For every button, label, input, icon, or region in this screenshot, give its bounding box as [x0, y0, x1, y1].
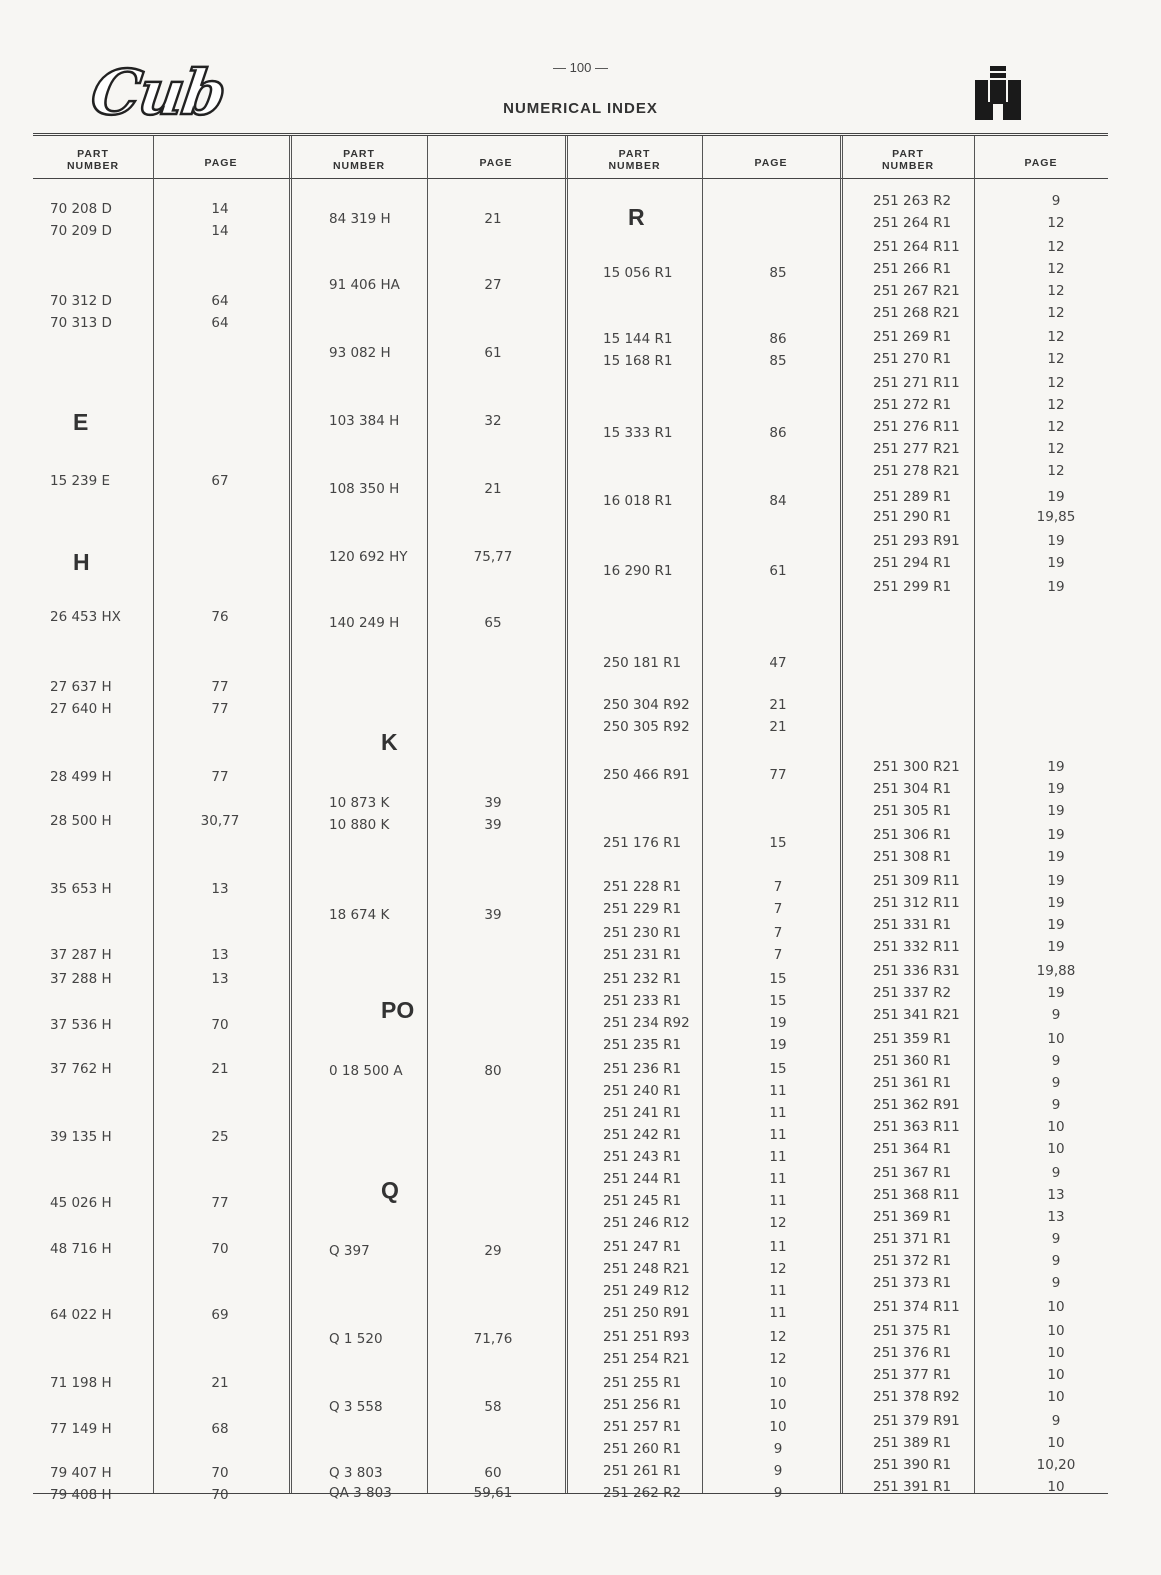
page-reference: 77 — [769, 767, 787, 783]
part-number: 251 289 R1 — [873, 489, 952, 505]
part-number: 251 228 R1 — [603, 879, 682, 895]
part-number: 251 263 R2 — [873, 193, 952, 209]
page-reference: 70 — [211, 1487, 229, 1503]
column-divider — [427, 136, 428, 1493]
page-reference: 19 — [1047, 759, 1065, 775]
page-reference: 21 — [211, 1061, 229, 1077]
part-number: 79 407 H — [50, 1465, 112, 1481]
part-number: 251 389 R1 — [873, 1435, 952, 1451]
page-reference: 10 — [769, 1397, 787, 1413]
page-reference: 70 — [211, 1465, 229, 1481]
header-page: PAGE — [754, 157, 788, 169]
page-reference: 10 — [1047, 1031, 1065, 1047]
part-number: 10 873 K — [329, 795, 390, 811]
page-reference: 86 — [769, 331, 787, 347]
page-reference: 15 — [769, 993, 787, 1009]
page-reference: 10 — [1047, 1141, 1065, 1157]
section-letter: PO — [381, 997, 415, 1023]
part-number: 35 653 H — [50, 881, 112, 897]
part-number: 251 248 R21 — [603, 1261, 690, 1277]
page-reference: 10 — [769, 1375, 787, 1391]
page-reference: 64 — [211, 315, 229, 331]
part-number: 28 499 H — [50, 769, 112, 785]
page-reference: 12 — [1047, 283, 1065, 299]
part-number: 251 376 R1 — [873, 1345, 952, 1361]
page-reference: 59,61 — [473, 1485, 513, 1501]
part-number: 18 674 K — [329, 907, 390, 923]
page-reference: 21 — [769, 697, 787, 713]
part-number: 250 466 R91 — [603, 767, 690, 783]
part-number: 251 379 R91 — [873, 1413, 960, 1429]
page-reference: 12 — [1047, 397, 1065, 413]
page-reference: 27 — [484, 277, 502, 293]
page-reference: 85 — [769, 353, 787, 369]
part-number: 140 249 H — [329, 615, 400, 631]
part-number: 251 364 R1 — [873, 1141, 952, 1157]
part-number: 37 288 H — [50, 971, 112, 987]
page-reference: 15 — [769, 1061, 787, 1077]
part-number: 251 373 R1 — [873, 1275, 952, 1291]
page-reference: 80 — [484, 1063, 502, 1079]
part-number: 251 374 R11 — [873, 1299, 960, 1315]
page-reference: 67 — [211, 473, 229, 489]
page-reference: 29 — [484, 1243, 502, 1259]
part-number: 251 264 R1 — [873, 215, 952, 231]
page-reference: 19,85 — [1036, 509, 1076, 525]
part-number: 251 247 R1 — [603, 1239, 682, 1255]
page-reference: 47 — [769, 655, 787, 671]
page-reference: 21 — [211, 1375, 229, 1391]
part-number: 251 270 R1 — [873, 351, 952, 367]
part-number: 251 299 R1 — [873, 579, 952, 595]
part-number: 48 716 H — [50, 1241, 112, 1257]
part-number: 251 359 R1 — [873, 1031, 952, 1047]
page-reference: 15 — [769, 835, 787, 851]
section-letter: Q — [381, 1177, 399, 1203]
column-divider — [153, 136, 154, 1493]
part-number: 251 264 R11 — [873, 239, 960, 255]
page-reference: 9 — [773, 1441, 783, 1457]
part-number: 251 261 R1 — [603, 1463, 682, 1479]
ih-logo-icon — [975, 66, 1021, 120]
page-reference: 19 — [1047, 489, 1065, 505]
part-number: 251 257 R1 — [603, 1419, 682, 1435]
header-part-number: PART NUMBER — [66, 148, 120, 172]
part-number: 91 406 HA — [329, 277, 400, 293]
page-reference: 12 — [1047, 305, 1065, 321]
part-number: 251 268 R21 — [873, 305, 960, 321]
part-number: 0 18 500 A — [329, 1063, 403, 1079]
page-reference: 9 — [1051, 1007, 1061, 1023]
part-number: 251 269 R1 — [873, 329, 952, 345]
header-part-number: PART NUMBER — [332, 148, 386, 172]
page-reference: 14 — [211, 201, 229, 217]
part-number: 251 369 R1 — [873, 1209, 952, 1225]
page-reference: 19 — [1047, 873, 1065, 889]
section-letter: K — [381, 729, 398, 755]
page-title: NUMERICAL INDEX — [503, 100, 658, 117]
page-reference: 13 — [211, 971, 229, 987]
part-number: 251 245 R1 — [603, 1193, 682, 1209]
part-number: 39 135 H — [50, 1129, 112, 1145]
page-reference: 32 — [484, 413, 502, 429]
page-reference: 58 — [484, 1399, 502, 1415]
page-reference: 21 — [484, 481, 502, 497]
page-reference: 19 — [1047, 985, 1065, 1001]
page-reference: 7 — [773, 925, 783, 941]
part-number: 251 367 R1 — [873, 1165, 952, 1181]
page-reference: 10,20 — [1036, 1457, 1076, 1473]
part-number: 251 262 R2 — [603, 1485, 682, 1501]
page-reference: 9 — [1051, 193, 1061, 209]
part-number: 251 336 R31 — [873, 963, 960, 979]
page-reference: 10 — [1047, 1299, 1065, 1315]
part-number: 84 319 H — [329, 211, 391, 227]
page-reference: 15 — [769, 971, 787, 987]
page-reference: 30,77 — [200, 813, 240, 829]
page-reference: 39 — [484, 795, 502, 811]
page-reference: 19 — [1047, 555, 1065, 571]
page-reference: 71,76 — [473, 1331, 513, 1347]
header-page: PAGE — [479, 157, 513, 169]
part-number: 251 267 R21 — [873, 283, 960, 299]
column-divider — [565, 136, 568, 1493]
part-number: 251 300 R21 — [873, 759, 960, 775]
part-number: 16 018 R1 — [603, 493, 673, 509]
page-reference: 11 — [769, 1149, 787, 1165]
part-number: 71 198 H — [50, 1375, 112, 1391]
column-divider — [974, 136, 975, 1493]
part-number: Q 397 — [329, 1243, 370, 1259]
part-number: 251 254 R21 — [603, 1351, 690, 1367]
page-reference: 69 — [211, 1307, 229, 1323]
page-reference: 19 — [1047, 781, 1065, 797]
part-number: 251 235 R1 — [603, 1037, 682, 1053]
page-reference: 19 — [1047, 849, 1065, 865]
part-number: 251 375 R1 — [873, 1323, 952, 1339]
page-reference: 39 — [484, 817, 502, 833]
page-reference: 10 — [1047, 1119, 1065, 1135]
part-number: 251 305 R1 — [873, 803, 952, 819]
part-number: 251 232 R1 — [603, 971, 682, 987]
part-number: 251 271 R11 — [873, 375, 960, 391]
part-number: 37 287 H — [50, 947, 112, 963]
part-number: 251 250 R91 — [603, 1305, 690, 1321]
page-reference: 19 — [769, 1015, 787, 1031]
header-part-number: PART NUMBER — [608, 148, 661, 172]
part-number: 64 022 H — [50, 1307, 112, 1323]
part-number: 251 306 R1 — [873, 827, 952, 843]
part-number: 251 260 R1 — [603, 1441, 682, 1457]
section-letter: R — [628, 204, 645, 230]
page-number: — 100 — — [553, 60, 608, 75]
part-number: 251 249 R12 — [603, 1283, 690, 1299]
part-number: 251 231 R1 — [603, 947, 682, 963]
page-reference: 9 — [1051, 1075, 1061, 1091]
part-number: 251 234 R92 — [603, 1015, 690, 1031]
page-reference: 60 — [484, 1465, 502, 1481]
part-number: 45 026 H — [50, 1195, 112, 1211]
part-number: 251 361 R1 — [873, 1075, 952, 1091]
page-reference: 75,77 — [473, 549, 513, 565]
page-reference: 77 — [211, 769, 229, 785]
page-reference: 9 — [1051, 1275, 1061, 1291]
part-number: 108 350 H — [329, 481, 400, 497]
header-page: PAGE — [204, 157, 238, 169]
part-number: 251 243 R1 — [603, 1149, 682, 1165]
part-number: 251 391 R1 — [873, 1479, 952, 1495]
page-reference: 12 — [769, 1261, 787, 1277]
part-number: 251 256 R1 — [603, 1397, 682, 1413]
part-number: Q 1 520 — [329, 1331, 383, 1347]
page-reference: 19 — [1047, 917, 1065, 933]
page-reference: 85 — [769, 265, 787, 281]
column-divider — [702, 136, 703, 1493]
page-reference: 21 — [769, 719, 787, 735]
page-reference: 9 — [1051, 1253, 1061, 1269]
part-number: 251 360 R1 — [873, 1053, 952, 1069]
page-reference: 7 — [773, 947, 783, 963]
page-reference: 25 — [211, 1129, 229, 1145]
page-reference: 10 — [1047, 1345, 1065, 1361]
part-number: 37 536 H — [50, 1017, 112, 1033]
part-number: 251 244 R1 — [603, 1171, 682, 1187]
page-reference: 10 — [1047, 1367, 1065, 1383]
part-number: 37 762 H — [50, 1061, 112, 1077]
page-reference: 13 — [1047, 1209, 1065, 1225]
page-reference: 76 — [211, 609, 229, 625]
page-reference: 12 — [1047, 419, 1065, 435]
part-number: 251 240 R1 — [603, 1083, 682, 1099]
page-reference: 61 — [769, 563, 787, 579]
part-number: 251 276 R11 — [873, 419, 960, 435]
part-number: 26 453 HX — [50, 609, 121, 625]
page-reference: 61 — [484, 345, 502, 361]
part-number: 15 144 R1 — [603, 331, 673, 347]
part-number: 250 181 R1 — [603, 655, 682, 671]
part-number: 15 056 R1 — [603, 265, 673, 281]
page-reference: 7 — [773, 879, 783, 895]
part-number: 251 372 R1 — [873, 1253, 952, 1269]
page-reference: 84 — [769, 493, 787, 509]
part-number: 70 209 D — [50, 223, 112, 239]
page-reference: 64 — [211, 293, 229, 309]
page-reference: 10 — [1047, 1323, 1065, 1339]
page-reference: 9 — [1051, 1097, 1061, 1113]
page-reference: 13 — [1047, 1187, 1065, 1203]
part-number: 251 390 R1 — [873, 1457, 952, 1473]
page-reference: 10 — [1047, 1435, 1065, 1451]
part-number: 251 266 R1 — [873, 261, 952, 277]
page-reference: 14 — [211, 223, 229, 239]
part-number: 120 692 HY — [329, 549, 408, 565]
part-number: QA 3 803 — [329, 1485, 392, 1501]
page-reference: 9 — [773, 1463, 783, 1479]
page-reference: 19 — [1047, 939, 1065, 955]
part-number: 251 278 R21 — [873, 463, 960, 479]
part-number: 251 290 R1 — [873, 509, 952, 525]
page-reference: 70 — [211, 1241, 229, 1257]
page-reference: 70 — [211, 1017, 229, 1033]
part-number: 251 229 R1 — [603, 901, 682, 917]
part-number: 251 293 R91 — [873, 533, 960, 549]
header-part-number: PART NUMBER — [881, 148, 935, 172]
page-reference: 10 — [1047, 1479, 1065, 1495]
part-number: 16 290 R1 — [603, 563, 673, 579]
page-reference: 12 — [1047, 239, 1065, 255]
page-reference: 11 — [769, 1083, 787, 1099]
part-number: 27 640 H — [50, 701, 112, 717]
page-reference: 19 — [1047, 895, 1065, 911]
page-reference: 9 — [1051, 1231, 1061, 1247]
page-reference: 86 — [769, 425, 787, 441]
part-number: 10 880 K — [329, 817, 390, 833]
part-number: 15 239 E — [50, 473, 111, 489]
page-reference: 19 — [769, 1037, 787, 1053]
part-number: 251 371 R1 — [873, 1231, 952, 1247]
part-number: 251 246 R12 — [603, 1215, 690, 1231]
part-number: 251 230 R1 — [603, 925, 682, 941]
header-page: PAGE — [1024, 157, 1058, 169]
page-reference: 21 — [484, 211, 502, 227]
page-reference: 10 — [1047, 1389, 1065, 1405]
part-number: 251 272 R1 — [873, 397, 952, 413]
page-reference: 9 — [1051, 1165, 1061, 1181]
part-number: 251 337 R2 — [873, 985, 952, 1001]
part-number: 251 236 R1 — [603, 1061, 682, 1077]
part-number: 103 384 H — [329, 413, 400, 429]
page-reference: 12 — [1047, 375, 1065, 391]
page-reference: 19 — [1047, 803, 1065, 819]
page-reference: 12 — [1047, 215, 1065, 231]
page-reference: 12 — [1047, 329, 1065, 345]
page-reference: 19 — [1047, 579, 1065, 595]
part-number: 15 168 R1 — [603, 353, 673, 369]
page-reference: 11 — [769, 1171, 787, 1187]
part-number: 70 208 D — [50, 201, 112, 217]
page-reference: 77 — [211, 679, 229, 695]
page-reference: 11 — [769, 1305, 787, 1321]
page-reference: 77 — [211, 701, 229, 717]
page-reference: 12 — [1047, 351, 1065, 367]
part-number: 251 277 R21 — [873, 441, 960, 457]
part-number: Q 3 803 — [329, 1465, 383, 1481]
column-divider — [840, 136, 843, 1493]
page-reference: 9 — [1051, 1413, 1061, 1429]
page-reference: 11 — [769, 1105, 787, 1121]
part-number: 250 305 R92 — [603, 719, 690, 735]
page-reference: 12 — [1047, 441, 1065, 457]
header-divider — [33, 178, 1108, 179]
part-number: 77 149 H — [50, 1421, 112, 1437]
part-number: 27 637 H — [50, 679, 112, 695]
page-reference: 19,88 — [1036, 963, 1076, 979]
part-number: 251 294 R1 — [873, 555, 952, 571]
part-number: 251 332 R11 — [873, 939, 960, 955]
part-number: 251 312 R11 — [873, 895, 960, 911]
part-number: 251 331 R1 — [873, 917, 952, 933]
part-number: 251 378 R92 — [873, 1389, 960, 1405]
page-reference: 13 — [211, 881, 229, 897]
page-reference: 13 — [211, 947, 229, 963]
page-reference: 11 — [769, 1193, 787, 1209]
part-number: 250 304 R92 — [603, 697, 690, 713]
page-reference: 9 — [1051, 1053, 1061, 1069]
part-number: 251 309 R11 — [873, 873, 960, 889]
part-number: 15 333 R1 — [603, 425, 673, 441]
part-number: 251 363 R11 — [873, 1119, 960, 1135]
page-reference: 65 — [484, 615, 502, 631]
page-reference: 9 — [773, 1485, 783, 1501]
page-reference: 11 — [769, 1239, 787, 1255]
section-letter: H — [73, 549, 90, 575]
part-number: 251 242 R1 — [603, 1127, 682, 1143]
part-number: 251 304 R1 — [873, 781, 952, 797]
page-reference: 77 — [211, 1195, 229, 1211]
part-number: 251 241 R1 — [603, 1105, 682, 1121]
page-reference: 12 — [1047, 261, 1065, 277]
cub-logo: Cub — [86, 56, 229, 129]
part-number: 28 500 H — [50, 813, 112, 829]
part-number: 251 233 R1 — [603, 993, 682, 1009]
page-reference: 12 — [769, 1329, 787, 1345]
page-reference: 7 — [773, 901, 783, 917]
page-reference: 39 — [484, 907, 502, 923]
page-reference: 68 — [211, 1421, 229, 1437]
part-number: 251 308 R1 — [873, 849, 952, 865]
part-number: 93 082 H — [329, 345, 391, 361]
page-reference: 12 — [769, 1215, 787, 1231]
page-reference: 11 — [769, 1127, 787, 1143]
page-reference: 10 — [769, 1419, 787, 1435]
part-number: 251 377 R1 — [873, 1367, 952, 1383]
part-number: 251 341 R21 — [873, 1007, 960, 1023]
page-reference: 11 — [769, 1283, 787, 1299]
part-number: 251 255 R1 — [603, 1375, 682, 1391]
page-reference: 12 — [1047, 463, 1065, 479]
page-reference: 12 — [769, 1351, 787, 1367]
part-number: Q 3 558 — [329, 1399, 383, 1415]
numerical-index-table — [33, 133, 1108, 1503]
part-number: 251 251 R93 — [603, 1329, 690, 1345]
part-number: 70 313 D — [50, 315, 112, 331]
part-number: 251 368 R11 — [873, 1187, 960, 1203]
part-number: 251 176 R1 — [603, 835, 682, 851]
page-reference: 19 — [1047, 533, 1065, 549]
page-reference: 19 — [1047, 827, 1065, 843]
section-letter: E — [73, 409, 89, 435]
column-divider — [289, 136, 292, 1493]
part-number: 79 408 H — [50, 1487, 112, 1503]
part-number: 70 312 D — [50, 293, 112, 309]
part-number: 251 362 R91 — [873, 1097, 960, 1113]
